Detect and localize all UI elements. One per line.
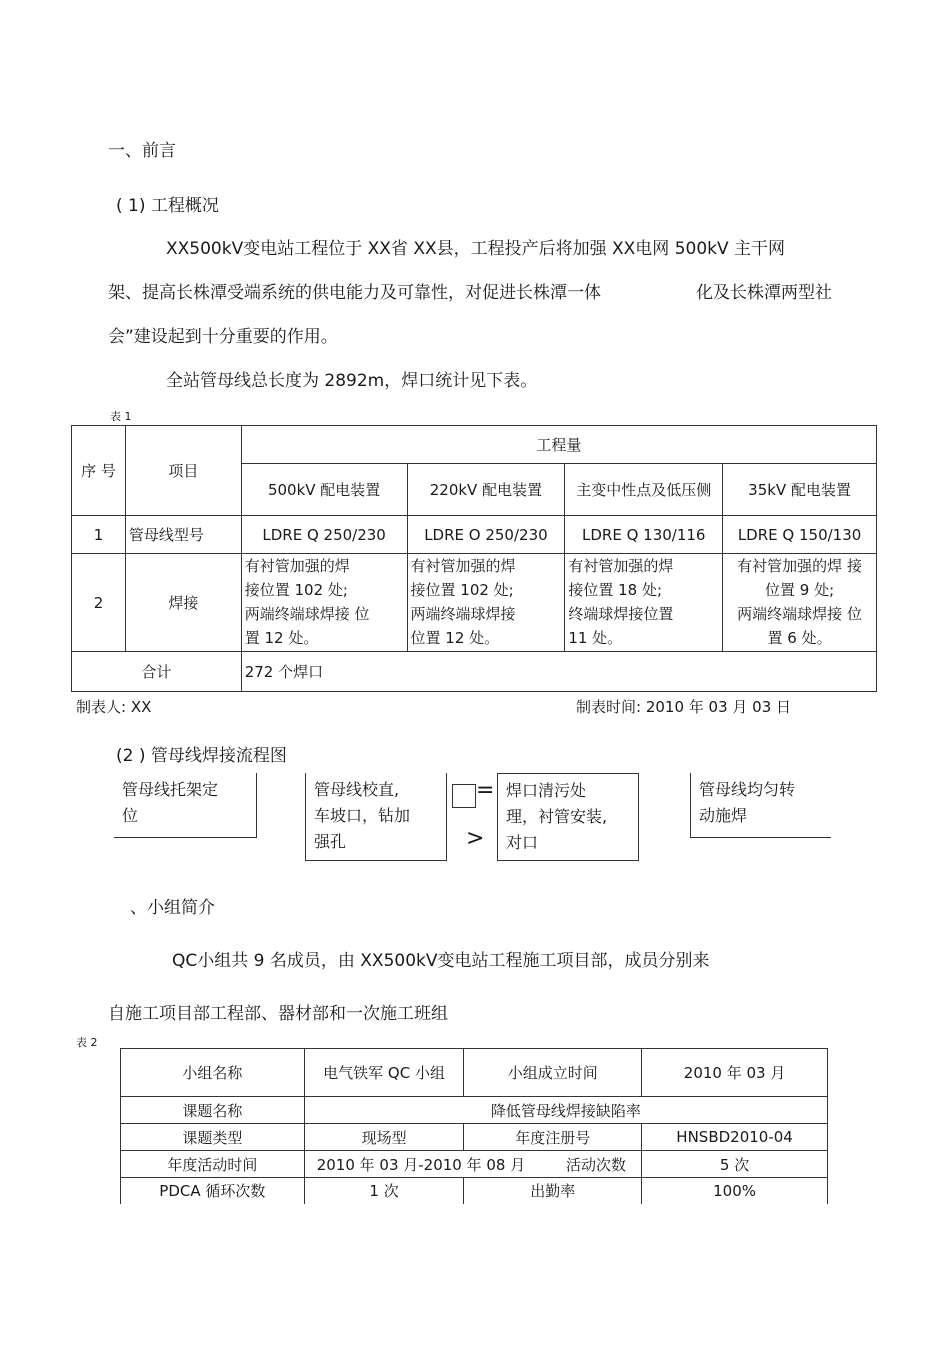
cell-value: 现场型 — [304, 1124, 464, 1151]
cell-label: 小组名称 — [121, 1049, 305, 1097]
weld-line: 11 处。 — [568, 629, 623, 647]
weld-line: 位置 9 处; — [765, 581, 835, 599]
weld-line: 终端球焊接位置 — [568, 605, 674, 623]
flow-step-line: 强孔 — [314, 832, 347, 851]
cell-seq: 2 — [72, 554, 126, 652]
cell-value: 1 次 — [304, 1178, 464, 1204]
team-info-table — [120, 1048, 828, 1204]
section-heading-preface: 一、前言 — [108, 141, 176, 161]
header-item: 项目 — [125, 426, 241, 516]
cell-item: 管母线型号 — [125, 516, 241, 554]
activity-count-label: 活动次数 — [566, 1155, 627, 1174]
flow-step-line: 位 — [122, 806, 139, 825]
flow-step-line: 焊口清污处 — [506, 781, 587, 800]
cell-value: 降低管母线焊接缺陷率 — [304, 1097, 827, 1124]
paragraph-line: QC小组共 9 名成员，由 XX500kV变电站工程施工项目部，成员分别来 — [172, 951, 710, 971]
cell-value — [304, 1151, 641, 1178]
cell-label: 课题名称 — [121, 1097, 305, 1124]
total-label: 合计 — [72, 652, 242, 692]
cell-weld-500kv — [241, 554, 407, 652]
table-caption: 表 1 — [110, 410, 132, 423]
flow-step-2 — [305, 773, 447, 861]
cell-label: 课题类型 — [121, 1124, 305, 1151]
header-seq: 序 号 — [72, 426, 126, 516]
weld-line: 接位置 102 处; — [244, 581, 348, 599]
cell-value: LDRE Q 130/116 — [565, 516, 723, 554]
arrow-box-icon — [452, 784, 476, 808]
arrow-equals: = — [476, 778, 495, 803]
flow-step-1 — [114, 773, 257, 838]
cell-weld-220kv — [407, 554, 565, 652]
header-col: 220kV 配电装置 — [407, 464, 565, 516]
flow-step-line: 车坡口，钻加 — [314, 806, 411, 825]
arrow-gt: > — [466, 826, 485, 851]
paragraph-line: 化及长株潭两型社 — [696, 283, 832, 303]
cell-value: 2010 年 03 月 — [642, 1049, 828, 1097]
cell-value: LDRE Q 250/230 — [241, 516, 407, 554]
weld-line: 有衬管加强的焊 接 — [737, 557, 862, 575]
cell-value: 5 次 — [642, 1151, 828, 1178]
table-date: 制表时间: 2010 年 03 月 03 日 — [576, 698, 792, 716]
cell-weld-35kv — [723, 554, 877, 652]
weld-line: 有衬管加强的焊 — [410, 557, 516, 575]
cell-label: 年度注册号 — [464, 1124, 642, 1151]
flow-step-3 — [497, 773, 639, 861]
flow-heading: (2 ) 管母线焊接流程图 — [116, 746, 287, 766]
paragraph-line: 自施工项目部工程部、器材部和一次施工班组 — [108, 1004, 448, 1024]
total-value: 272 个焊口 — [241, 652, 876, 692]
paragraph-line: XX500kV变电站工程位于 XX省 XX县，工程投产后将加强 XX电网 500kV 主干网 — [166, 239, 786, 259]
header-col: 500kV 配电装置 — [241, 464, 407, 516]
flow-step-line: 理，衬管安装, — [506, 807, 608, 826]
flow-step-line: 管母线均匀转 — [699, 780, 796, 799]
cell-label: PDCA 循环次数 — [121, 1178, 305, 1204]
cell-value: LDRE O 250/230 — [407, 516, 565, 554]
weld-line: 接位置 102 处; — [410, 581, 514, 599]
weld-line: 两端终端球焊接 位 — [737, 605, 862, 623]
paragraph-line: 全站管母线总长度为 2892m，焊口统计见下表。 — [166, 371, 538, 391]
cell-value: LDRE Q 150/130 — [723, 516, 877, 554]
cell-label: 小组成立时间 — [464, 1049, 642, 1097]
flow-step-line: 对口 — [506, 833, 539, 852]
paragraph-line: 会”建设起到十分重要的作用。 — [108, 327, 338, 347]
cell-value: 100% — [642, 1178, 828, 1204]
header-col: 主变中性点及低压侧 — [565, 464, 723, 516]
cell-value: 电气铁军 QC 小组 — [304, 1049, 464, 1097]
table-maker: 制表人: XX — [76, 698, 152, 716]
subheading-project-overview: ( 1) 工程概况 — [116, 196, 219, 216]
weld-line: 有衬管加强的焊 — [568, 557, 674, 575]
weld-statistics-table — [71, 425, 877, 692]
cell-label: 出勤率 — [464, 1178, 642, 1204]
header-col: 35kV 配电装置 — [723, 464, 877, 516]
paragraph-line: 架、提高长株潭受端系统的供电能力及可靠性，对促进长株潭一体 — [108, 283, 601, 303]
activity-period: 2010 年 03 月-2010 年 08 月 — [316, 1155, 526, 1174]
flow-step-line: 管母线校直, — [314, 780, 400, 799]
cell-weld-neutral — [565, 554, 723, 652]
weld-line: 置 6 处。 — [767, 629, 832, 647]
weld-line: 位置 12 处。 — [410, 629, 500, 647]
cell-seq: 1 — [72, 516, 126, 554]
section-heading-team: 、小组简介 — [130, 898, 215, 918]
flow-step-4 — [690, 773, 831, 838]
weld-line: 两端终端球焊接 — [410, 605, 516, 623]
cell-value: HNSBD2010-04 — [642, 1124, 828, 1151]
cell-label: 年度活动时间 — [121, 1151, 305, 1178]
weld-line: 接位置 18 处; — [568, 581, 663, 599]
flow-step-line: 管母线托架定 — [122, 780, 219, 799]
table-caption: 表 2 — [76, 1036, 98, 1049]
header-quantity: 工程量 — [241, 426, 876, 464]
flow-step-line: 动施焊 — [699, 806, 748, 825]
weld-line: 置 12 处。 — [244, 629, 319, 647]
cell-item: 焊接 — [125, 554, 241, 652]
weld-line: 两端终端球焊接 位 — [244, 605, 370, 623]
weld-line: 有衬管加强的焊 — [244, 557, 350, 575]
